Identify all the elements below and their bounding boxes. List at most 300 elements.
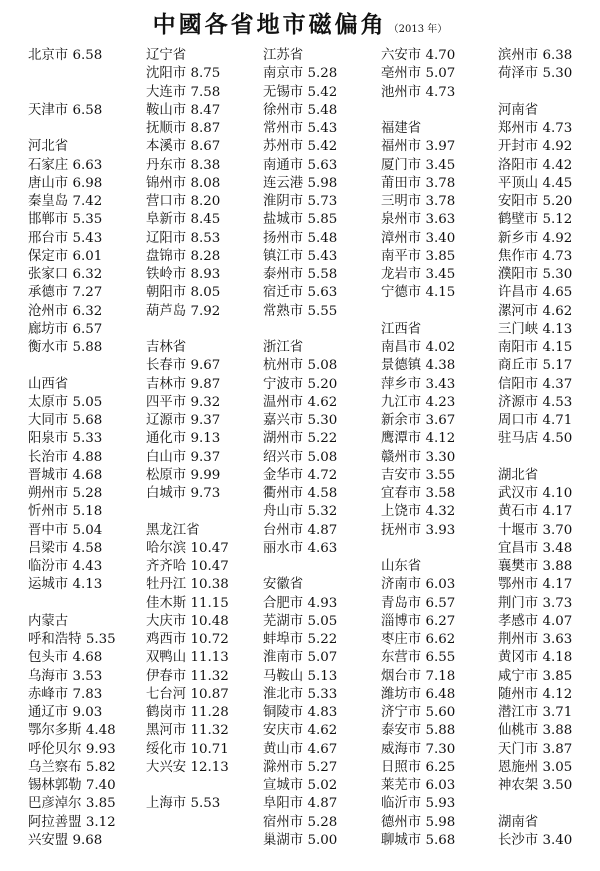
city-row xyxy=(263,540,337,558)
city-row xyxy=(263,357,337,375)
city-row xyxy=(381,430,455,448)
spacer xyxy=(28,120,116,138)
declination-value: 3.40 xyxy=(425,230,456,246)
city-row xyxy=(146,303,229,321)
city-name: 邢台市 xyxy=(28,230,69,246)
city-row xyxy=(263,631,337,649)
declination-value: 4.70 xyxy=(425,48,456,63)
declination-value: 5.28 xyxy=(72,486,103,501)
city-row xyxy=(146,412,229,430)
declination-value: 11.32 xyxy=(190,668,229,684)
city-name: 荷泽市 xyxy=(498,66,539,82)
declination-value: 3.88 xyxy=(542,723,573,739)
declination-value: 4.73 xyxy=(425,84,456,100)
declination-value: 3.48 xyxy=(542,540,573,556)
declination-value: 3.63 xyxy=(542,632,573,647)
declination-value: 4.12 xyxy=(542,686,573,702)
city-name: 潍坊市 xyxy=(381,686,422,702)
declination-value: 3.40 xyxy=(542,832,573,848)
city-row xyxy=(28,248,116,266)
declination-value: 4.62 xyxy=(307,723,338,739)
city-name: 长治市 xyxy=(28,449,69,465)
declination-value: 4.62 xyxy=(542,303,573,319)
city-row xyxy=(28,449,116,467)
city-row xyxy=(498,613,572,631)
city-row xyxy=(28,704,116,722)
declination-value: 5.30 xyxy=(542,66,573,82)
city-name: 周口市 xyxy=(498,413,539,428)
city-name: 三门峡 xyxy=(498,321,539,337)
city-row xyxy=(381,522,455,540)
spacer xyxy=(146,503,229,521)
city-name: 乌兰察布 xyxy=(28,759,82,775)
city-row xyxy=(146,449,229,467)
province-header: 河南省 xyxy=(498,102,539,118)
city-name: 扬州市 xyxy=(263,230,304,246)
declination-value: 8.67 xyxy=(190,139,221,155)
declination-value: 6.57 xyxy=(72,321,103,337)
city-name: 平顶山 xyxy=(498,175,539,191)
city-name: 鄂州市 xyxy=(498,577,539,593)
city-name: 长沙市 xyxy=(498,832,539,848)
city-name: 天门市 xyxy=(498,741,539,757)
city-row xyxy=(146,704,229,722)
declination-value: 5.00 xyxy=(307,832,338,848)
city-name: 漯河市 xyxy=(498,303,539,319)
declination-value: 9.67 xyxy=(190,358,221,374)
city-row xyxy=(498,832,572,850)
declination-value: 4.13 xyxy=(542,321,573,337)
city-name: 潜江市 xyxy=(498,705,539,720)
city-row xyxy=(381,230,455,248)
declination-value: 3.87 xyxy=(542,741,573,757)
city-row xyxy=(381,722,455,740)
city-row xyxy=(498,540,572,558)
province-header: 山西省 xyxy=(28,376,69,392)
declination-value: 5.35 xyxy=(85,632,116,647)
city-row xyxy=(28,412,116,430)
province-header: 山东省 xyxy=(381,559,422,574)
city-row xyxy=(263,84,337,102)
declination-value: 5.22 xyxy=(307,632,338,647)
declination-value: 8.47 xyxy=(190,102,221,118)
city-row xyxy=(28,230,116,248)
city-row xyxy=(263,193,337,211)
city-name: 天津市 xyxy=(28,102,69,118)
city-row xyxy=(498,686,572,704)
city-row xyxy=(28,485,116,503)
city-row xyxy=(28,668,116,686)
city-row xyxy=(498,430,572,448)
declination-value: 4.43 xyxy=(72,559,103,574)
city-name: 唐山市 xyxy=(28,175,69,191)
city-name: 三明市 xyxy=(381,194,422,209)
city-row xyxy=(263,102,337,120)
city-name: 常州市 xyxy=(263,121,304,136)
city-row xyxy=(263,503,337,521)
declination-value: 5.88 xyxy=(72,340,103,355)
city-name: 四平市 xyxy=(146,394,187,410)
declination-value: 4.83 xyxy=(307,705,338,720)
declination-value: 4.53 xyxy=(542,394,573,410)
city-name: 六安市 xyxy=(381,48,422,63)
city-row xyxy=(28,339,116,357)
city-name: 佳木斯 xyxy=(146,595,187,611)
city-row xyxy=(498,339,572,357)
declination-value: 4.93 xyxy=(307,595,338,611)
city-row xyxy=(28,777,116,795)
city-row xyxy=(381,138,455,156)
city-name: 铁岭市 xyxy=(146,267,187,282)
city-row xyxy=(381,339,455,357)
city-name: 长春市 xyxy=(146,358,187,374)
city-name: 孝感市 xyxy=(498,613,539,629)
city-row xyxy=(263,65,337,83)
city-row xyxy=(498,558,572,576)
city-row xyxy=(28,522,116,540)
city-row xyxy=(381,357,455,375)
city-name: 威海市 xyxy=(381,741,422,757)
declination-value: 5.73 xyxy=(307,194,338,209)
declination-value: 4.42 xyxy=(542,157,573,173)
declination-value: 3.58 xyxy=(425,486,456,501)
city-row xyxy=(263,230,337,248)
city-name: 双鸭山 xyxy=(146,650,187,666)
declination-value: 5.08 xyxy=(307,449,338,465)
city-row xyxy=(381,649,455,667)
city-name: 许昌市 xyxy=(498,285,539,301)
city-name: 神农架 xyxy=(498,778,539,793)
declination-value: 7.83 xyxy=(72,686,103,702)
city-name: 张家口 xyxy=(28,267,69,282)
declination-value: 5.02 xyxy=(307,778,338,793)
city-row xyxy=(381,175,455,193)
city-name: 济南市 xyxy=(381,577,422,593)
city-name: 景德镇 xyxy=(381,358,422,374)
declination-value: 4.23 xyxy=(425,394,456,410)
city-name: 聊城市 xyxy=(381,832,422,848)
declination-value: 5.22 xyxy=(307,431,338,447)
declination-value: 3.71 xyxy=(542,705,573,720)
city-name: 鄂尔多斯 xyxy=(28,723,82,739)
city-name: 白山市 xyxy=(146,449,187,465)
city-name: 晋城市 xyxy=(28,467,69,483)
declination-value: 5.04 xyxy=(72,522,103,538)
declination-value: 7.42 xyxy=(72,194,103,209)
spacer xyxy=(28,84,116,102)
city-name: 吉安市 xyxy=(381,467,422,483)
declination-value: 5.35 xyxy=(72,212,103,228)
city-name: 襄樊市 xyxy=(498,559,539,574)
city-name: 上海市 xyxy=(146,796,187,812)
declination-value: 7.40 xyxy=(85,778,116,793)
city-name: 营口市 xyxy=(146,194,187,209)
city-name: 阿拉善盟 xyxy=(28,814,82,830)
declination-value: 3.50 xyxy=(542,778,573,793)
city-row xyxy=(263,722,337,740)
city-row xyxy=(498,704,572,722)
city-name: 黄冈市 xyxy=(498,650,539,666)
declination-value: 3.12 xyxy=(85,814,116,830)
city-row xyxy=(381,47,455,65)
page-title xyxy=(0,6,600,39)
city-name: 牡丹江 xyxy=(146,577,187,593)
city-row xyxy=(263,175,337,193)
city-name: 通化市 xyxy=(146,431,187,447)
city-row xyxy=(146,668,229,686)
declination-value: 3.73 xyxy=(542,595,573,611)
declination-value: 4.13 xyxy=(72,577,103,593)
spacer xyxy=(498,84,572,102)
city-row xyxy=(498,576,572,594)
city-name: 宜春市 xyxy=(381,486,422,501)
city-row xyxy=(263,394,337,412)
declination-value: 5.33 xyxy=(72,431,103,447)
declination-value: 8.20 xyxy=(190,194,221,209)
declination-value: 5.08 xyxy=(307,358,338,374)
province-header: 辽宁省 xyxy=(146,48,187,63)
city-row xyxy=(498,722,572,740)
city-name: 盐城市 xyxy=(263,212,304,228)
city-row xyxy=(146,576,229,594)
city-name: 湖州市 xyxy=(263,431,304,447)
city-row xyxy=(28,540,116,558)
city-name: 抚州市 xyxy=(381,522,422,538)
column-5 xyxy=(498,47,572,850)
declination-value: 3.30 xyxy=(425,449,456,465)
spacer xyxy=(28,357,116,375)
province-header: 安徽省 xyxy=(263,577,304,593)
declination-value: 9.99 xyxy=(190,467,221,483)
declination-value: 8.38 xyxy=(190,157,221,173)
city-row xyxy=(146,722,229,740)
city-name: 赤峰市 xyxy=(28,686,69,702)
declination-value: 4.45 xyxy=(542,175,573,191)
city-row xyxy=(381,193,455,211)
declination-value: 5.43 xyxy=(307,121,338,136)
declination-value: 4.92 xyxy=(542,139,573,155)
declination-value: 8.87 xyxy=(190,121,221,136)
declination-value: 3.55 xyxy=(425,467,456,483)
city-row xyxy=(28,266,116,284)
city-name: 黄石市 xyxy=(498,504,539,520)
city-name: 开封市 xyxy=(498,139,539,155)
declination-value: 3.67 xyxy=(425,413,456,428)
city-name: 阜阳市 xyxy=(263,796,304,812)
city-name: 无锡市 xyxy=(263,84,304,100)
city-name: 赣州市 xyxy=(381,449,422,465)
city-row xyxy=(381,467,455,485)
declination-value: 4.65 xyxy=(542,285,573,301)
city-name: 台州市 xyxy=(263,522,304,538)
city-name: 辽源市 xyxy=(146,413,187,428)
city-name: 金华市 xyxy=(263,467,304,483)
city-name: 铜陵市 xyxy=(263,705,304,720)
city-row xyxy=(498,376,572,394)
declination-value: 5.63 xyxy=(307,285,338,301)
city-name: 厦门市 xyxy=(381,157,422,173)
declination-value: 3.78 xyxy=(425,175,456,191)
declination-value: 5.17 xyxy=(542,358,573,374)
city-name: 舟山市 xyxy=(263,504,304,520)
city-name: 邯郸市 xyxy=(28,212,69,228)
declination-value: 6.27 xyxy=(425,613,456,629)
city-row xyxy=(263,138,337,156)
city-row xyxy=(381,631,455,649)
declination-value: 9.87 xyxy=(190,376,221,392)
city-row xyxy=(263,376,337,394)
declination-value: 6.38 xyxy=(542,48,573,63)
city-name: 十堰市 xyxy=(498,522,539,538)
city-name: 徐州市 xyxy=(263,102,304,118)
city-row xyxy=(28,303,116,321)
city-row xyxy=(498,522,572,540)
declination-value: 5.43 xyxy=(72,230,103,246)
declination-value: 3.97 xyxy=(425,139,456,155)
city-row xyxy=(498,303,572,321)
city-name: 大连市 xyxy=(146,84,187,100)
city-name: 安庆市 xyxy=(263,723,304,739)
city-name: 呼伦贝尔 xyxy=(28,741,82,757)
city-name: 沧州市 xyxy=(28,303,69,319)
city-name: 通辽市 xyxy=(28,705,69,720)
city-row xyxy=(381,266,455,284)
city-row xyxy=(28,284,116,302)
city-row xyxy=(146,65,229,83)
city-row xyxy=(381,576,455,594)
city-row xyxy=(381,157,455,175)
declination-value: 3.85 xyxy=(85,796,116,812)
province-header: 黑龙江省 xyxy=(146,522,200,538)
city-name: 淄博市 xyxy=(381,613,422,629)
declination-value: 3.45 xyxy=(425,157,456,173)
declination-value: 6.63 xyxy=(72,157,103,173)
city-name: 巴彦淖尔 xyxy=(28,796,82,812)
city-row xyxy=(28,430,116,448)
city-name: 南阳市 xyxy=(498,340,539,355)
spacer xyxy=(381,102,455,120)
city-row xyxy=(381,376,455,394)
city-name: 太原市 xyxy=(28,394,69,410)
declination-value: 4.48 xyxy=(85,723,116,739)
city-name: 新余市 xyxy=(381,413,422,428)
city-name: 连云港 xyxy=(263,175,304,191)
declination-value: 5.85 xyxy=(307,212,338,228)
city-row xyxy=(263,412,337,430)
city-name: 驻马店 xyxy=(498,431,539,447)
declination-value: 10.72 xyxy=(190,632,229,647)
city-name: 鞍山市 xyxy=(146,102,187,118)
city-name: 南昌市 xyxy=(381,340,422,355)
city-name: 宜昌市 xyxy=(498,540,539,556)
spacer xyxy=(263,558,337,576)
city-name: 石家庄 xyxy=(28,157,69,173)
city-row xyxy=(28,47,116,65)
city-row xyxy=(381,668,455,686)
city-name: 本溪市 xyxy=(146,139,187,155)
city-row xyxy=(263,832,337,850)
city-name: 伊春市 xyxy=(146,668,187,684)
city-row xyxy=(146,595,229,613)
city-name: 上饶市 xyxy=(381,504,422,520)
city-row xyxy=(263,157,337,175)
city-row xyxy=(498,284,572,302)
city-row xyxy=(146,686,229,704)
city-row xyxy=(28,211,116,229)
city-name: 巢湖市 xyxy=(263,832,304,848)
city-row xyxy=(381,686,455,704)
city-row xyxy=(498,777,572,795)
declination-value: 9.37 xyxy=(190,449,221,465)
declination-value: 5.60 xyxy=(425,705,456,720)
city-row xyxy=(146,376,229,394)
city-row xyxy=(381,394,455,412)
declination-value: 3.85 xyxy=(542,668,573,684)
city-name: 临汾市 xyxy=(28,559,69,574)
declination-value: 4.71 xyxy=(542,413,573,428)
city-row xyxy=(498,230,572,248)
city-name: 丹东市 xyxy=(146,157,187,173)
declination-value: 5.33 xyxy=(307,686,338,702)
city-row xyxy=(263,613,337,631)
city-row xyxy=(498,485,572,503)
city-row xyxy=(146,175,229,193)
city-name: 新乡市 xyxy=(498,230,539,246)
city-row xyxy=(28,741,116,759)
city-row xyxy=(263,430,337,448)
city-row xyxy=(28,576,116,594)
city-name: 呼和浩特 xyxy=(28,632,82,647)
city-name: 荆州市 xyxy=(498,632,539,647)
year-note: （2013 年） xyxy=(388,24,448,35)
declination-value: 4.50 xyxy=(542,431,573,447)
city-name: 济源市 xyxy=(498,394,539,410)
declination-value: 9.37 xyxy=(190,413,221,428)
city-name: 承德市 xyxy=(28,285,69,301)
declination-value: 5.55 xyxy=(307,303,338,319)
city-name: 泉州市 xyxy=(381,212,422,228)
declination-value: 6.03 xyxy=(425,778,456,793)
city-name: 芜湖市 xyxy=(263,613,304,629)
city-name: 咸宁市 xyxy=(498,668,539,684)
declination-value: 10.71 xyxy=(190,741,229,757)
city-row xyxy=(381,248,455,266)
declination-value: 4.32 xyxy=(425,504,456,520)
city-name: 鹤岗市 xyxy=(146,705,187,720)
city-name: 晋中市 xyxy=(28,522,69,538)
city-row xyxy=(146,84,229,102)
declination-value: 8.05 xyxy=(190,285,221,301)
city-row xyxy=(263,668,337,686)
city-name: 常熟市 xyxy=(263,303,304,319)
city-name: 商丘市 xyxy=(498,358,539,374)
declination-value: 8.93 xyxy=(190,267,221,282)
city-row xyxy=(498,248,572,266)
declination-value: 6.32 xyxy=(72,267,103,282)
city-name: 莆田市 xyxy=(381,175,422,191)
city-row xyxy=(28,686,116,704)
city-name: 鹰潭市 xyxy=(381,431,422,447)
spacer xyxy=(381,540,455,558)
city-row xyxy=(28,814,116,832)
city-row xyxy=(263,759,337,777)
declination-value: 6.32 xyxy=(72,303,103,319)
city-row xyxy=(263,211,337,229)
city-name: 白城市 xyxy=(146,486,187,501)
city-row xyxy=(498,741,572,759)
city-name: 衢州市 xyxy=(263,486,304,501)
city-row xyxy=(263,303,337,321)
